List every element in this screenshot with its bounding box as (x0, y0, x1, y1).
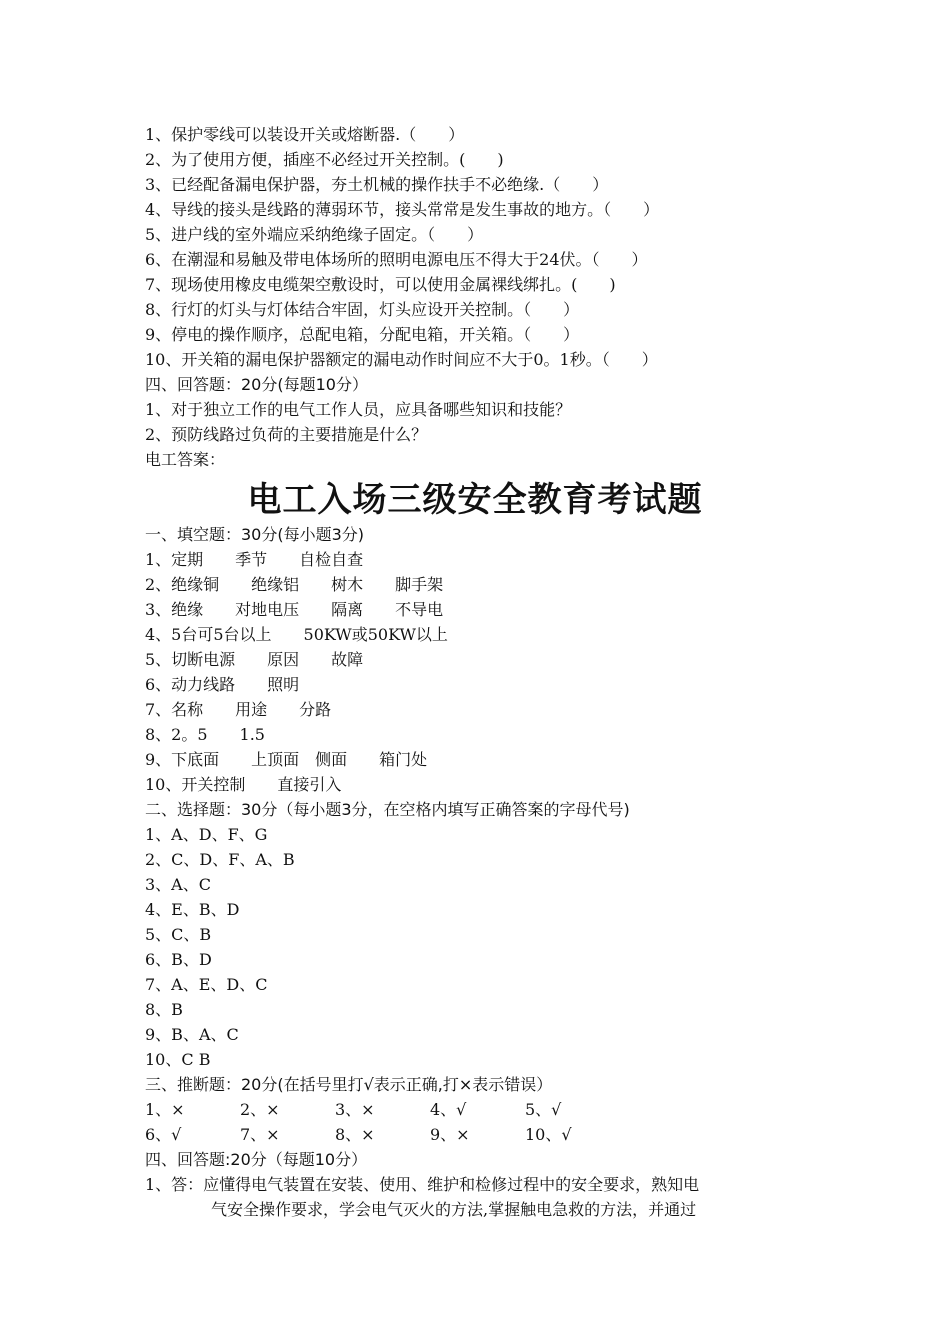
answer-line: 8、B (145, 1000, 183, 1019)
question-line: 6、在潮湿和易触及带电体场所的照明电源电压不得大于24伏。（ ） (145, 250, 648, 269)
answer-line: 6、B、D (145, 950, 212, 969)
judge-answer: 1、× (145, 1100, 185, 1119)
answer-line: 10、开关控制 直接引入 (145, 775, 342, 794)
answer-line: 7、A、E、D、C (145, 975, 268, 994)
answer-line: 9、下底面 上顶面 侧面 箱门处 (145, 750, 428, 769)
answer-line: 6、动力线路 照明 (145, 675, 300, 694)
answer-line: 5、切断电源 原因 故障 (145, 650, 364, 669)
question-line: 10、开关箱的漏电保护器额定的漏电动作时间应不大于0。1秒。（ ） (145, 350, 658, 369)
answer-line: 7、名称 用途 分路 (145, 700, 332, 719)
question-line: 2、为了使用方便，插座不必经过开关控制。( ) (145, 150, 504, 169)
question-line: 3、已经配备漏电保护器，夯土机械的操作扶手不必绝缘.（ ） (145, 175, 609, 194)
answer-line: 4、E、B、D (145, 900, 240, 919)
judge-answer: 7、× (240, 1125, 280, 1144)
section-heading: 四、回答题：20分(每题10分） (145, 375, 368, 394)
question-line: 8、行灯的灯头与灯体结合牢固，灯头应设开关控制。（ ） (145, 300, 580, 319)
page-title: 电工入场三级安全教育考试题 (247, 480, 703, 520)
answer-line: 1、定期 季节 自检自查 (145, 550, 364, 569)
judge-answer-row (145, 1097, 825, 1122)
judge-answer-row (145, 1122, 825, 1147)
answer-line: 4、5台可5台以上 50KW或50KW以上 (145, 625, 448, 644)
judgement-questions (145, 122, 825, 472)
answer-line: 2、绝缘铜 绝缘铝 树木 脚手架 (145, 575, 444, 594)
question-line: 1、对于独立工作的电气工作人员，应具备哪些知识和技能？ (145, 400, 572, 419)
judge-answer: 3、× (335, 1100, 375, 1119)
question-line: 9、停电的操作顺序，总配电箱，分配电箱，开关箱。（ ） (145, 325, 580, 344)
judge-answer: 10、√ (525, 1125, 572, 1144)
answer-line: 2、C、D、F、A、B (145, 850, 295, 869)
answer-paragraph-line: 气安全操作要求，学会电气灭火的方法,掌握触电急救的方法，并通过 (211, 1200, 697, 1219)
answer-paragraph-line: 1、答：应懂得电气装置在安装、使用、维护和检修过程中的安全要求，熟知电 (145, 1175, 700, 1194)
judge-answer: 9、× (430, 1125, 470, 1144)
section-heading: 四、回答题:20分（每题10分） (145, 1150, 368, 1169)
section-heading: 三、推断题：20分(在括号里打√表示正确,打×表示错误） (145, 1075, 553, 1094)
answer-line: 5、C、B (145, 925, 212, 944)
answer-line: 10、C B (145, 1050, 211, 1069)
question-line: 5、进户线的室外端应采纳绝缘子固定。（ ） (145, 225, 484, 244)
judge-answer: 8、× (335, 1125, 375, 1144)
question-line: 1、保护零线可以装设开关或熔断器.（ ） (145, 125, 465, 144)
judge-answer: 4、√ (430, 1100, 467, 1119)
question-line: 4、导线的接头是线路的薄弱环节，接头常常是发生事故的地方。（ ） (145, 200, 660, 219)
question-line: 7、现场使用橡皮电缆架空敷设时，可以使用金属裸线绑扎。( ) (145, 275, 616, 294)
section-heading: 二、选择题：30分（每小题3分，在空格内填写正确答案的字母代号) (145, 800, 630, 819)
answer-line: 8、2。5 1.5 (145, 725, 265, 744)
question-line: 2、预防线路过负荷的主要措施是什么？ (145, 425, 428, 444)
answers-label: 电工答案： (145, 450, 226, 469)
section-heading: 一、填空题：30分(每小题3分) (145, 525, 365, 544)
judge-answer: 5、√ (525, 1100, 562, 1119)
judge-answer: 6、√ (145, 1125, 182, 1144)
answer-line: 1、A、D、F、G (145, 825, 268, 844)
answer-line: 3、A、C (145, 875, 211, 894)
judge-answer: 2、× (240, 1100, 280, 1119)
answer-line: 3、绝缘 对地电压 隔离 不导电 (145, 600, 444, 619)
answer-line: 9、B、A、C (145, 1025, 239, 1044)
answers-section (145, 522, 825, 1222)
